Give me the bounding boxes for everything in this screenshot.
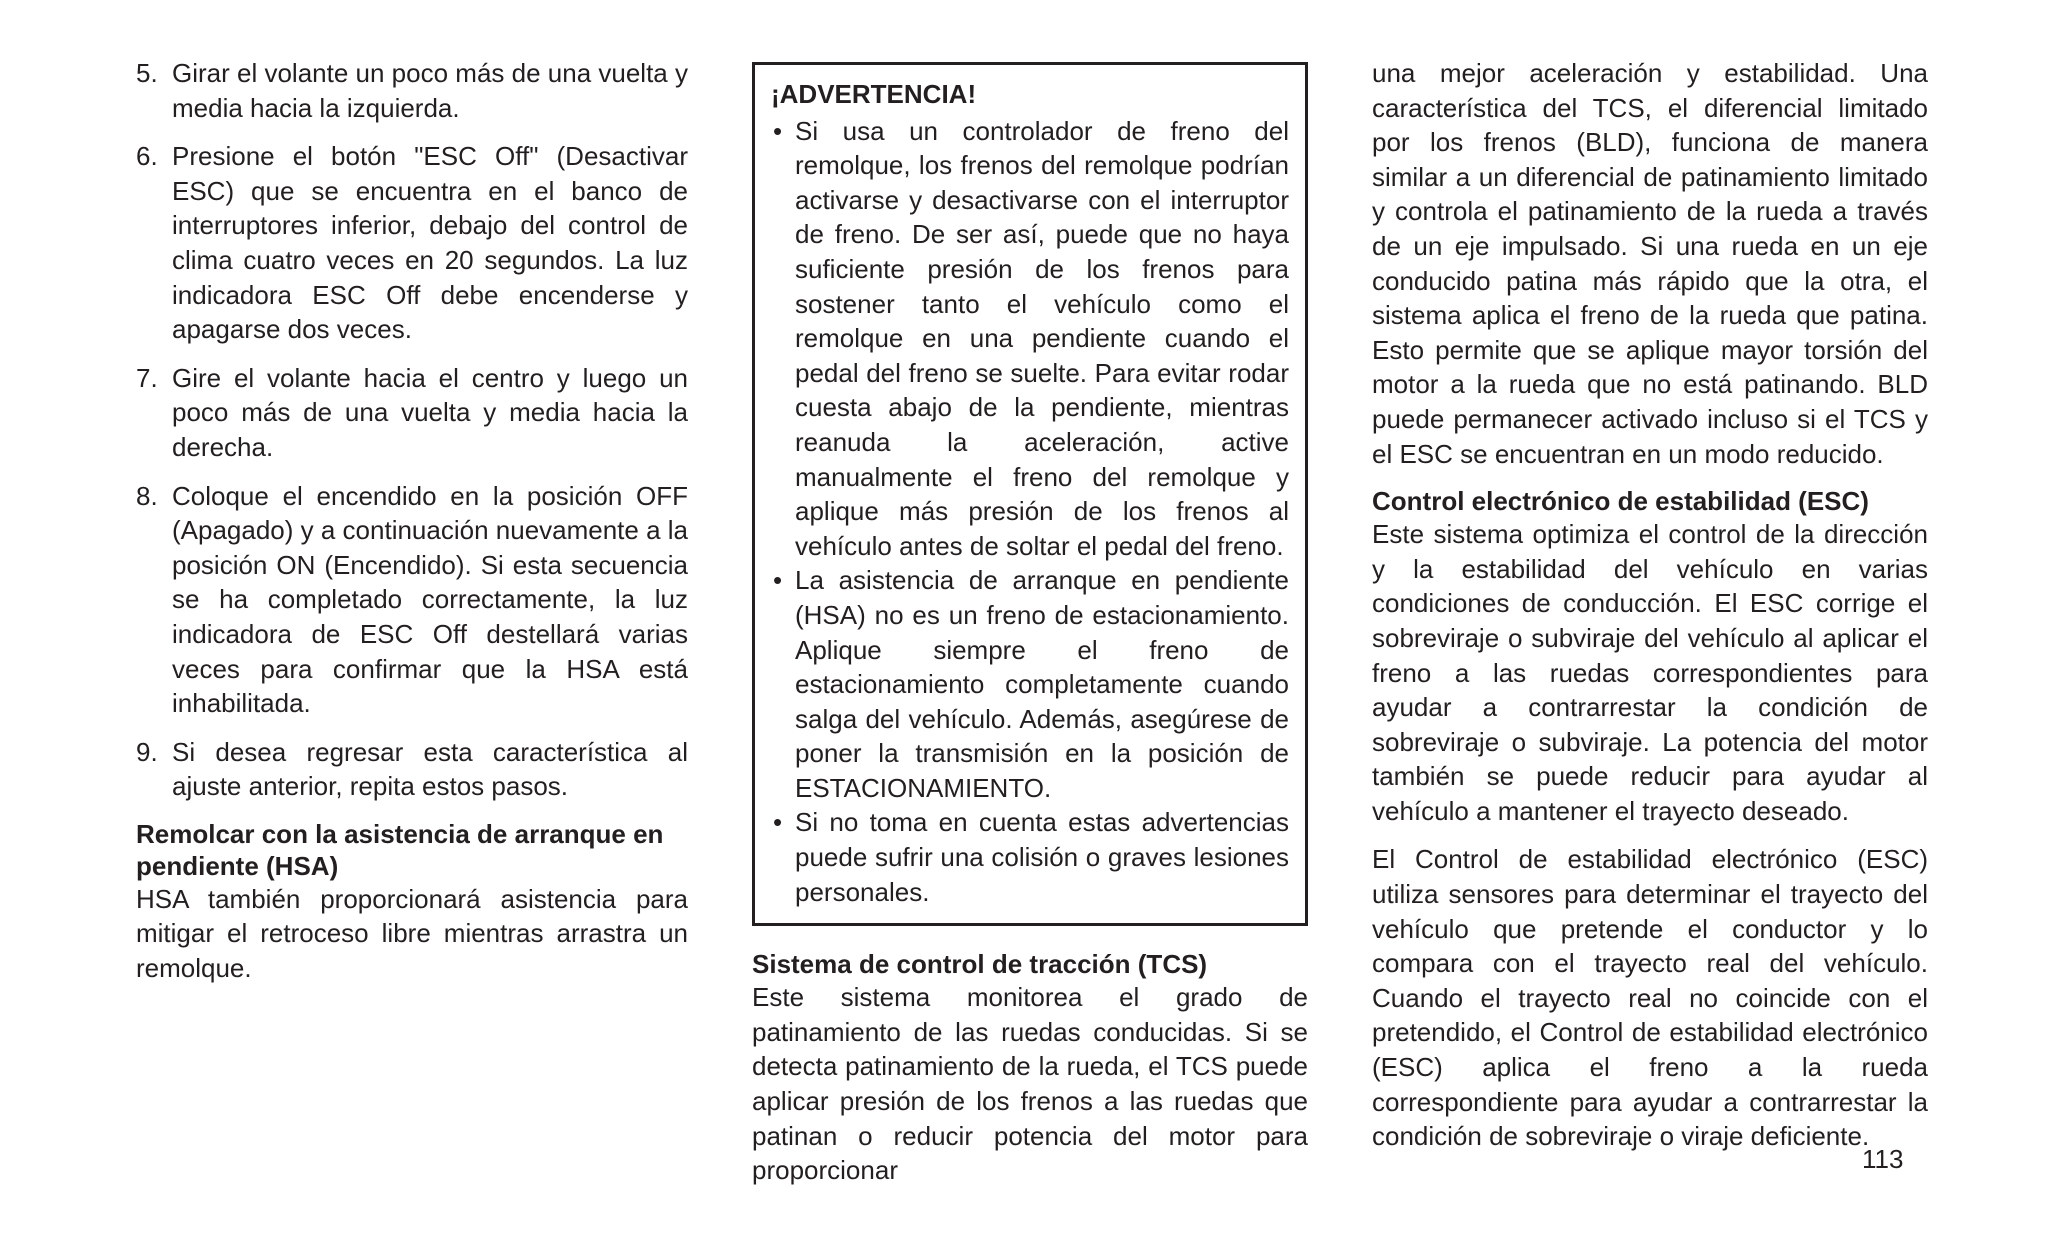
warning-title: ¡ADVERTENCIA!	[771, 79, 977, 109]
tcs-continuation: una mejor aceleración y estabilidad. Una característica del TCS, el diferencial limitado por los frenos (BLD), funciona de manera similar a un diferencial de patinamiento limitado y controla el patinamiento de la rueda a través de un eje impulsado. Si una rueda en un eje conducido patina más rápido que la otra, el sistema aplica el freno de la rueda que patina. Esto permite que se aplique mayor torsión del motor a la rueda que no está patinando. BLD puede permanecer activado incluso si el TCS y el ESC se encuentran en un modo reducido.	[1372, 58, 1928, 469]
step-number: 8.	[136, 480, 158, 511]
tcs-section	[752, 948, 1308, 1188]
step-number: 7.	[136, 362, 158, 393]
section-heading: Sistema de control de tracción (TCS)	[752, 949, 1208, 980]
bullet-icon: •	[773, 807, 783, 838]
step-number: 6.	[136, 141, 158, 172]
list-item	[771, 563, 1289, 805]
step-number: 5.	[136, 58, 158, 88]
section-heading: Remolcar con la asistencia de arranque en pendiente (HSA)	[136, 818, 664, 881]
hsa-towing-section	[136, 818, 688, 986]
esc-section	[1372, 485, 1928, 828]
step-text: Si desea regresar esta característica al ajuste anterior, repita estos pasos.	[172, 736, 688, 802]
right-column	[1372, 56, 1928, 1168]
step-text: Girar el volante un poco más de una vuelta y media hacia la izquierda.	[172, 58, 688, 123]
list-item	[136, 139, 688, 347]
middle-column	[752, 56, 1308, 1202]
bullet-icon: •	[773, 115, 783, 146]
section-body: Este sistema monitorea el grado de patinamiento de las ruedas conducidas. Si se detecta patinamiento de la rueda, el TCS puede aplicar presión de los frenos a las ruedas que patinan o reducir potencia del motor para proporcionar	[752, 982, 1308, 1186]
warning-text: Si no toma en cuenta estas advertencias puede sufrir una colisión o graves lesiones personales.	[795, 807, 1289, 907]
list-item	[771, 114, 1289, 564]
section-heading: Control electrónico de estabilidad (ESC)	[1372, 486, 1869, 517]
warning-text: Si usa un controlador de freno del remolque, los frenos del remolque podrían activarse y desactivarse con el interruptor de freno. De ser así, puede que no haya suficiente presión de los frenos para sostener tanto el vehículo como el remolque en una pendiente cuando el pedal del freno se suelte. Para evitar rodar cuesta abajo de la pendiente, mientras reanuda la aceleración, active manualmente el freno del remolque y aplique más presión de los frenos al vehículo antes de soltar el pedal del freno.	[795, 115, 1289, 561]
page-number: 113	[1862, 1144, 1904, 1174]
steps-list	[136, 56, 688, 804]
warning-box	[752, 62, 1308, 926]
step-number: 9.	[136, 736, 158, 767]
section-body: Este sistema optimiza el control de la dirección y la estabilidad del vehículo en varias condiciones de conducción. El ESC corrige el sobreviraje o subviraje del vehículo al aplicar el freno a las ruedas correspondientes para ayudar a contrarrestar la condición de sobreviraje o subviraje. La potencia del motor también se puede reducir para ayudar al vehículo a mantener el trayecto deseado.	[1372, 519, 1928, 826]
step-text: Presione el botón "ESC Off" (Desactivar ESC) que se encuentra en el banco de interruptores inferior, debajo del control de clima cuatro veces en 20 segundos. La luz indicadora ESC Off debe encenderse y apagarse dos veces.	[172, 141, 688, 345]
bullet-icon: •	[773, 565, 783, 596]
warning-list	[771, 114, 1289, 910]
step-text: Gire el volante hacia el centro y luego un poco más de una vuelta y media hacia la derecha.	[172, 362, 688, 462]
list-item	[136, 479, 688, 721]
left-column	[136, 56, 688, 1000]
list-item	[771, 805, 1289, 909]
section-body: HSA también proporcionará asistencia para mitigar el retroceso libre mientras arrastra un remolque.	[136, 883, 688, 984]
esc-paragraph: El Control de estabilidad electrónico (ESC) utiliza sensores para determinar el trayecto del vehículo que pretende el conductor y lo compara con el trayecto real del vehículo. Cuando el trayecto real no coincide con el pretendido, el Control de estabilidad electrónico (ESC) aplica el freno a la rueda correspondiente para ayudar a contrarrestar la condición de sobreviraje o viraje deficiente.	[1372, 844, 1928, 1152]
list-item	[136, 735, 688, 804]
step-text: Coloque el encendido en la posición OFF (Apagado) y a continuación nuevamente a la posición ON (Encendido). Si esta secuencia se ha completado correctamente, la luz indicadora de ESC Off destellará varias veces para confirmar que la HSA está inhabilitada.	[172, 480, 689, 719]
warning-text: La asistencia de arranque en pendiente (HSA) no es un freno de estacionamiento. Aplique siempre el freno de estacionamiento completamente cuando salga del vehículo. Además, asegúrese de poner la transmisión en la posición de ESTACIONAMIENTO.	[795, 565, 1289, 803]
list-item	[136, 361, 688, 465]
list-item	[136, 56, 688, 125]
